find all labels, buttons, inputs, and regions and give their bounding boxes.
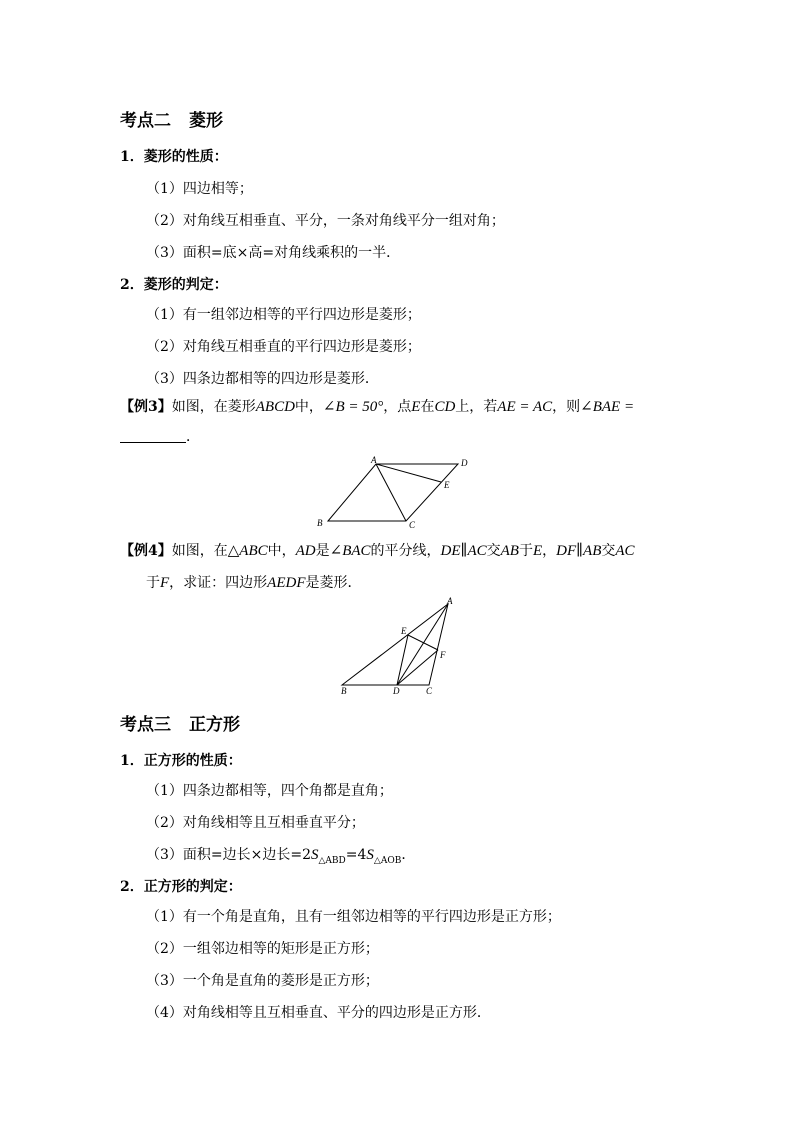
diagonal-ac — [376, 464, 406, 521]
label-a: A — [371, 455, 377, 465]
rhombus-outline — [328, 464, 458, 521]
label-e: E — [401, 626, 407, 636]
rhombus-property-3: （3）面积=底×高=对角线乘积的一半． — [146, 245, 401, 261]
rhombus-judgement-1: （1）有一组邻边相等的平行四边形是菱形； — [146, 307, 421, 323]
square-property-1: （1）四条边都相等，四个角都是直角； — [146, 783, 393, 799]
rhombus-properties-heading: 1．菱形的性质： — [120, 149, 228, 165]
example-4-text: 【例4】如图，在△ABC中，AD是∠BAC的平分线，DE∥AC交AB于E，DF∥AB交AC — [120, 543, 635, 559]
bisector-ad — [397, 604, 448, 685]
label-d: D — [461, 458, 468, 468]
section-title-rhombus: 考点二 菱形 — [120, 111, 223, 131]
label-f: F — [440, 650, 446, 660]
label-c: C — [409, 520, 416, 530]
rhombus-property-1: （1）四边相等； — [146, 181, 253, 197]
square-judgement-2: （2）一组邻边相等的矩形是正方形； — [146, 941, 379, 957]
example-3-answer-line: ． — [120, 426, 200, 446]
label-b: B — [341, 686, 347, 696]
label-b: B — [317, 518, 323, 528]
answer-blank[interactable] — [120, 428, 186, 443]
label-c: C — [426, 686, 433, 696]
rhombus-property-2: （2）对角线互相垂直、平分，一条对角线平分一组对角； — [146, 213, 505, 229]
example-3-text: 【例3】如图，在菱形ABCD中，∠B = 50°，点E在CD上，若AE = AC，则∠BAE = — [120, 399, 635, 415]
rhombus-judgement-2: （2）对角线互相垂直的平行四边形是菱形； — [146, 339, 421, 355]
square-properties-heading: 1．正方形的性质： — [120, 753, 242, 769]
square-judgement-1: （1）有一个角是直角，且有一组邻边相等的平行四边形是正方形； — [146, 909, 561, 925]
rhombus-judgement-3: （3）四条边都相等的四边形是菱形． — [146, 371, 379, 387]
segment-ae — [376, 464, 441, 482]
example-4-text-line2: 于F，求证：四边形AEDF是菱形． — [146, 575, 362, 591]
square-property-2: （2）对角线相等且互相垂直平分； — [146, 815, 365, 831]
square-property-3: （3）面积=边长×边长$=2S_{\triangle ABD}=4S_{\triangle AOB}$． — [146, 847, 416, 866]
label-a: A — [447, 596, 453, 606]
label-d: D — [393, 686, 400, 696]
label-e: E — [444, 480, 450, 490]
square-judgement-4: （4）对角线相等且互相垂直、平分的四边形是正方形． — [146, 1005, 491, 1021]
segment-ef — [408, 635, 438, 650]
section-title-square: 考点三 正方形 — [120, 715, 240, 735]
square-judgement-heading: 2．正方形的判定： — [120, 879, 242, 895]
triangle-abc — [342, 604, 448, 685]
triangle-figure — [334, 594, 464, 696]
rhombus-figure — [310, 454, 480, 530]
square-judgement-3: （3）一个角是直角的菱形是正方形； — [146, 973, 379, 989]
rhombus-judgement-heading: 2．菱形的判定： — [120, 277, 228, 293]
